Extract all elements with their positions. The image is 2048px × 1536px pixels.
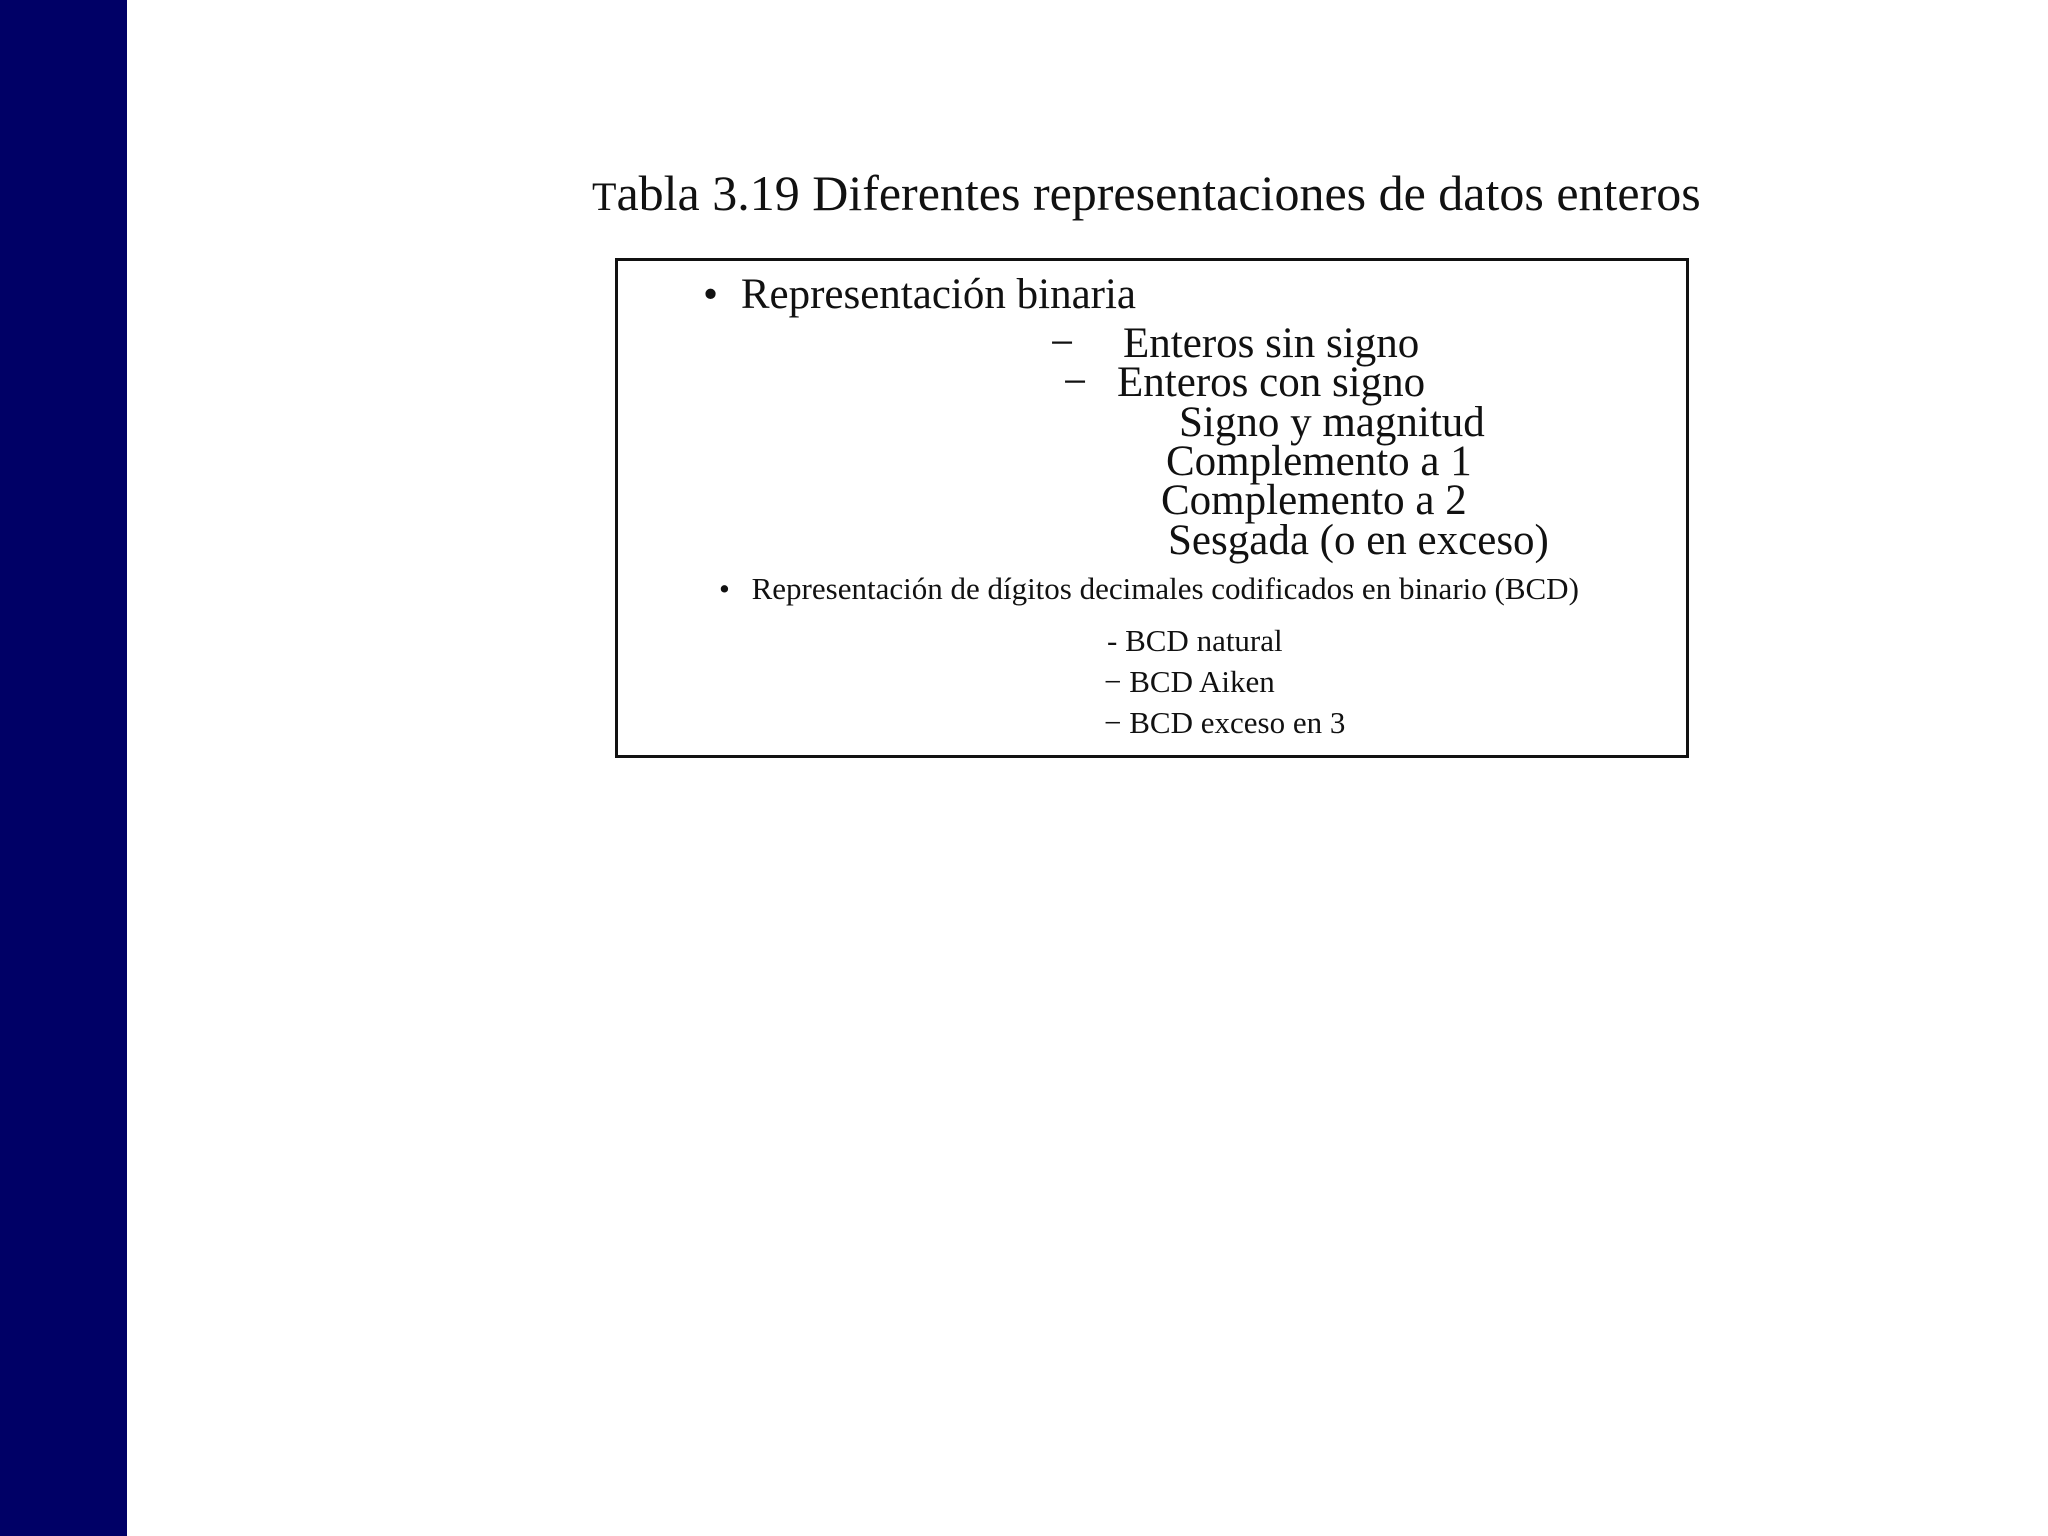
- signed-label: Enteros con signo: [1117, 359, 1426, 406]
- bullet-icon: •: [719, 571, 730, 606]
- bullet-icon: •: [703, 271, 719, 318]
- bcd-item-natural: - BCD natural: [1107, 623, 1283, 658]
- title-text: abla 3.19 Diferentes representaciones de datos enteros: [616, 165, 1701, 221]
- page-title: [592, 163, 1701, 227]
- bcd-item-aiken: − BCD Aiken: [1104, 664, 1275, 699]
- representations-table: [615, 258, 1689, 758]
- signed-item-ones-complement: Complemento a 1: [1166, 438, 1472, 485]
- signed-item-sign-magnitude: Signo y magnitud: [1179, 399, 1485, 446]
- sidebar-band: [0, 0, 127, 1536]
- bcd-item-excess-3: − BCD exceso en 3: [1104, 705, 1346, 740]
- dash-icon: −: [1050, 320, 1075, 367]
- list-item-bcd: [719, 571, 1579, 607]
- list-item-binary: [703, 271, 1136, 319]
- bcd-label: Representación de dígitos decimales codificados en binario (BCD): [751, 571, 1579, 606]
- binary-label: Representación binaria: [740, 271, 1137, 318]
- signed-item-biased: Sesgada (o en exceso): [1168, 517, 1549, 564]
- unsigned-label: Enteros sin signo: [1123, 320, 1420, 367]
- signed-item-twos-complement: Complemento a 2: [1161, 477, 1467, 524]
- dash-icon: −: [1063, 359, 1088, 406]
- title-first-letter: T: [592, 174, 617, 219]
